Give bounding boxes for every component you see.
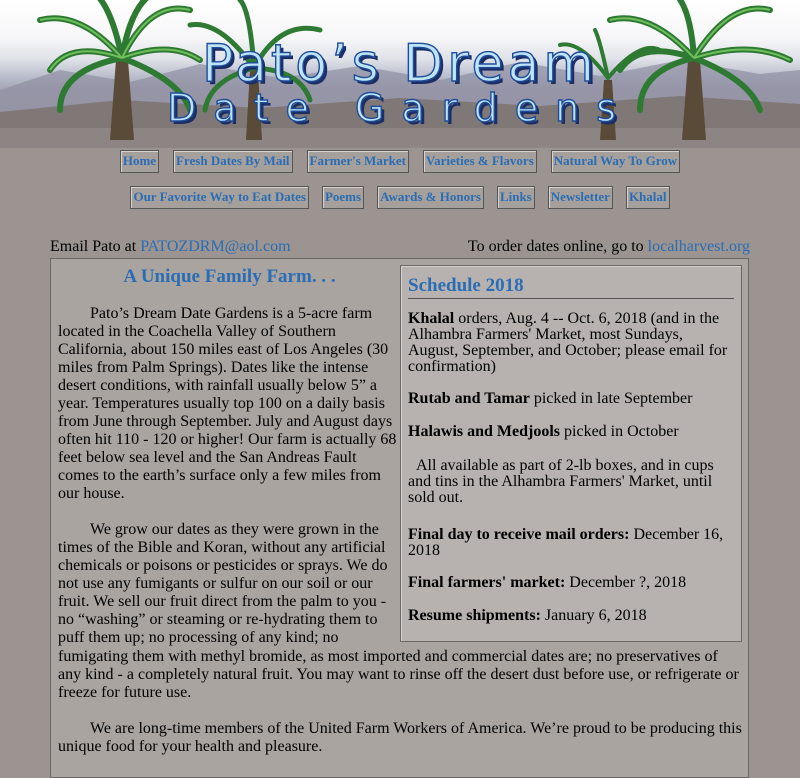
schedule-item-label: Final day to receive mail orders: (408, 526, 630, 543)
nav-newsletter[interactable]: Newsletter (548, 186, 613, 209)
section-heading: A Unique Family Farm. . . (123, 266, 336, 287)
schedule-item-text: orders, Aug. 4 -- Oct. 6, 2018 (and in the Alhambra Farmers' Market, most Sundays, August, September, and October; please email for confirmation) (408, 310, 728, 375)
intro-paragraph (58, 305, 401, 503)
schedule-item-text: January 6, 2018 (540, 607, 647, 624)
nav-awards-honors[interactable]: Awards & Honors (377, 186, 484, 209)
nav-natural-way-to-grow[interactable]: Natural Way To Grow (551, 150, 680, 173)
schedule-item-availability (408, 458, 733, 506)
schedule-item-label: Halawis and Medjools (408, 423, 561, 440)
growing-paragraph (58, 521, 401, 647)
banner-subtitle: Date Gardens (167, 86, 633, 130)
schedule-item-rutab-tamar (408, 391, 733, 407)
nav-home[interactable]: Home (120, 150, 159, 173)
schedule-item-text: December 16, 2018 (408, 526, 724, 559)
schedule-item-khalal (408, 311, 733, 375)
nav-row-primary (0, 150, 800, 173)
nav-favorite-way[interactable]: Our Favorite Way to Eat Dates (130, 186, 308, 209)
schedule-item-final-mail (408, 527, 733, 559)
site-banner (0, 0, 800, 148)
nav-links[interactable]: Links (497, 186, 535, 209)
schedule-item-halawis-medjools (408, 424, 733, 440)
schedule-item-text: picked in late September (529, 390, 693, 407)
growing-paragraph-continued: fumigating them with methyl bromide, as most imported and commercial dates are; no preservatives of any kind - a completely natural fruit. You may want to rinse off the desert dust before use, or refrigerate or freeze for future use. (58, 648, 739, 701)
nav-khalal[interactable]: Khalal (626, 186, 670, 209)
ufw-paragraph-text: We are long-time members of the United Farm Workers of America. We’re proud to be producing this unique food for your health and pleasure. (58, 720, 742, 755)
schedule-item-label: Rutab and Tamar (408, 390, 530, 407)
schedule-item-label: Final farmers' market: (408, 574, 566, 591)
schedule-item-text: All available as part of 2-lb boxes, and in cups and tins in the Alhambra Farmers' Market, until sold out. (408, 457, 718, 506)
schedule-item-label: Resume shipments: (408, 607, 541, 624)
email-link[interactable]: PATOZDRM@aol.com (140, 238, 291, 255)
nav-poems[interactable]: Poems (322, 186, 364, 209)
schedule-item-resume (408, 608, 733, 624)
email-prefix: Email Pato at (50, 238, 141, 255)
schedule-box (400, 265, 742, 642)
order-info (468, 238, 750, 256)
order-prefix: To order dates online, go to (467, 238, 648, 255)
nav-farmers-market[interactable]: Farmer's Market (307, 150, 409, 173)
growing-paragraph-text: We grow our dates as they were grown in the times of the Bible and Koran, without any artificial chemicals or poisons or pesticides or sprays. We do not use any fumigants or sulfur on our soil or our fruit. We sell our fruit direct from the palm to you - no “washing” or steaming or re-hydrating them to puff them up; no processing of any kind; no (58, 521, 388, 646)
email-info (50, 238, 291, 256)
localharvest-link[interactable]: localharvest.org (647, 238, 750, 255)
nav-row-secondary (0, 186, 800, 209)
schedule-item-text: picked in October (560, 423, 679, 440)
contact-line (50, 238, 750, 258)
banner-title: Pato’s Dream (201, 34, 599, 94)
main-content (50, 258, 749, 778)
schedule-item-label: Khalal (408, 310, 455, 327)
schedule-item-final-market (408, 575, 733, 591)
schedule-item-text: December ?, 2018 (565, 574, 687, 591)
nav-varieties-flavors[interactable]: Varieties & Flavors (423, 150, 537, 173)
nav-fresh-dates-by-mail[interactable]: Fresh Dates By Mail (173, 150, 293, 173)
intro-column (58, 259, 401, 646)
intro-paragraph-text: Pato’s Dream Date Gardens is a 5-acre farm located in the Coachella Valley of Southern California, about 150 miles east of Los Angeles (30 miles from Palm Springs). Dates like the intense desert conditions, with rainfall usually below 5” a year. Temperatures usually top 100 on a daily basis from June through September. July and August days often hit 110 - 120 or higher! Our farm is actually 68 feet below sea level and the San Andreas Fault comes to the earth’s surface only a few miles from our house. (58, 305, 397, 502)
schedule-title: Schedule 2018 (408, 275, 734, 299)
